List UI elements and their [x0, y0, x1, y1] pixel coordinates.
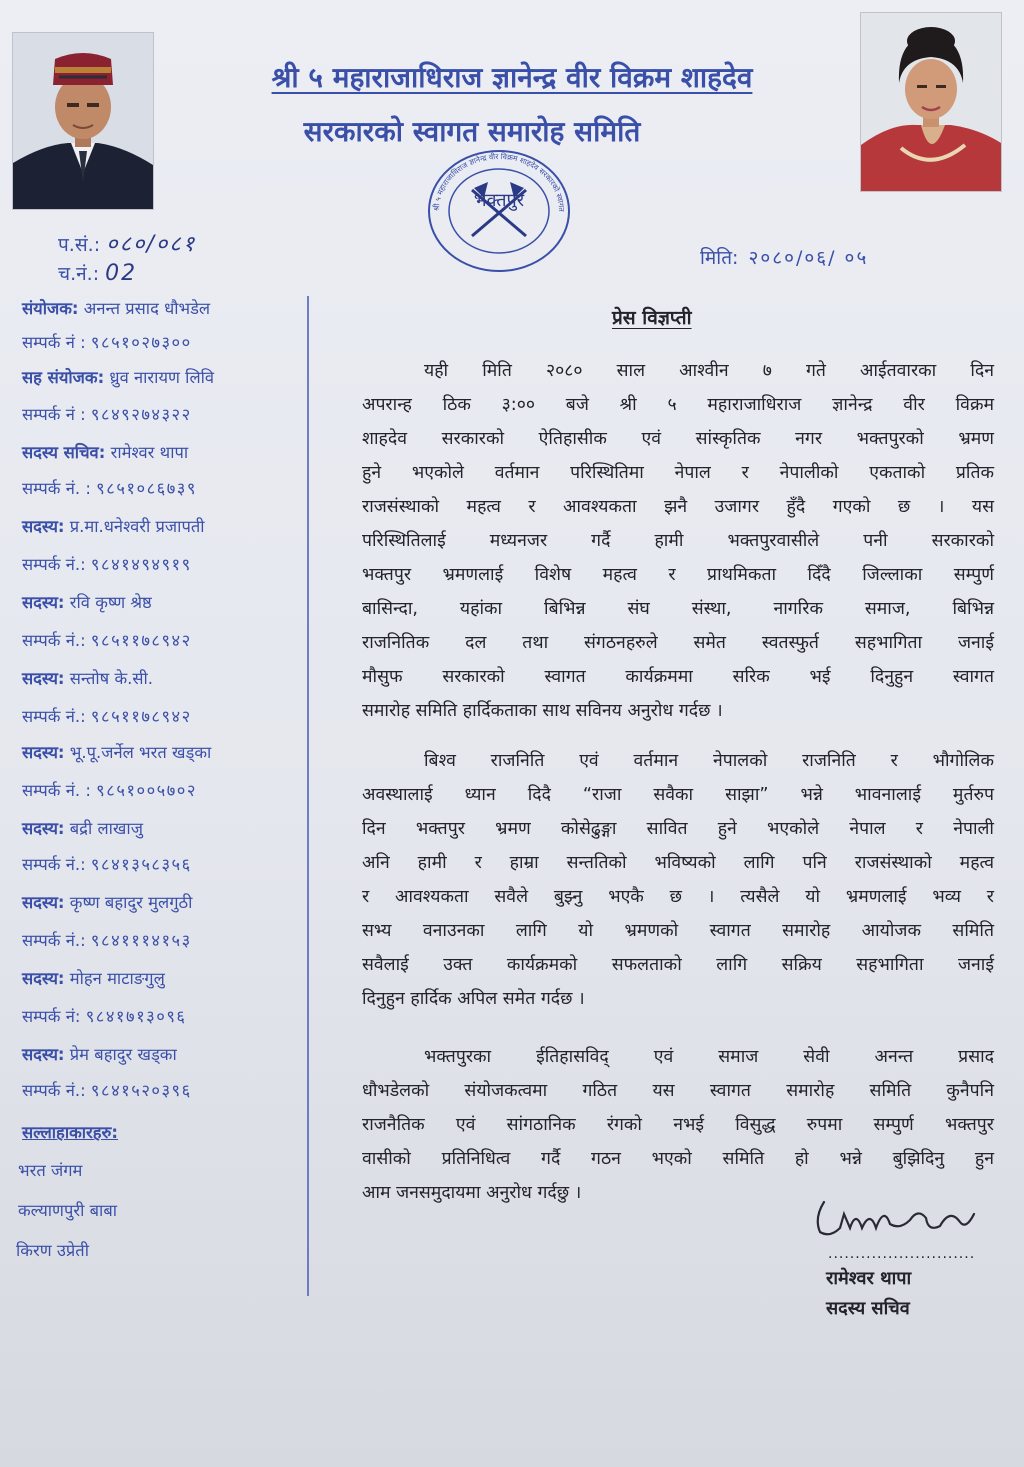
member-contact: सम्पर्क नं.: ९८४१३५८३५६: [22, 855, 192, 874]
member-contact: सम्पर्क नं.: ९८५११७८९४२: [22, 631, 192, 650]
paragraph-line: बिश्व राजनिति एवं वर्तमान नेपालको राजनिति र भौगोलिक: [424, 751, 994, 771]
paragraph-line: यही मिति २०८० साल आश्वीन ७ गते आईतवारका दिन: [424, 361, 994, 381]
member-row: सदस्य: प्र.मा.धनेश्वरी प्रजापती: [22, 517, 205, 536]
press-release-title: प्रेस विज्ञप्ती: [612, 307, 692, 329]
member-contact: सम्पर्क नं. : ९८५१००५७०२: [22, 781, 197, 800]
paragraph-line: सवैलाई उक्त कार्यक्रमको सफलताको लागि सक्रिय सहभागिता जनाई: [362, 955, 994, 975]
column-divider: [307, 296, 309, 1296]
paragraph-line: अवस्थालाई ध्यान दिदै “राजा सवैका साझा” भन्ने भावनालाई मुर्तरुप: [362, 785, 994, 805]
letterhead-title-line2: सरकारको स्वागत समारोह समिति: [303, 115, 641, 148]
member-contact: सम्पर्क नं.: ९८५११७८९४२: [22, 707, 192, 726]
date-label: मिति:: [700, 247, 739, 269]
paragraph-line: भक्तपुरका ईतिहासविद् एवं समाज सेवी अनन्त प्रसाद: [424, 1047, 994, 1067]
advisors-heading: सल्लाहाकारहरु:: [22, 1123, 119, 1142]
member-contact: सम्पर्क नं.: ९८४१११४१५३: [22, 931, 192, 950]
paragraph-line: राजनितिक दल तथा संगठनहरुले समेत स्वतस्फुर्त सहभागिता जनाई: [362, 633, 994, 653]
paragraph-line: समारोह समिति हार्दिकताका साथ सविनय अनुरोध गर्दछ ।: [362, 701, 723, 721]
member-contact: सम्पर्क नं. : ९८५१०८६७३९: [22, 479, 197, 498]
paragraph-line: धौभडेलको संयोजकत्वमा गठित यस स्वागत समारोह समिति कुनैपनि: [362, 1081, 994, 1101]
paragraph-line: परिस्थितिलाई मध्यनजर गर्दै हामी भक्तपुरवासीले पनी सरकारको: [362, 531, 994, 551]
letterhead-title-line1: श्री ५ महाराजाधिराज ज्ञानेन्द्र वीर विक्रम शाहदेव: [271, 61, 753, 94]
paragraph-line: भक्तपुर भ्रमणलाई विशेष महत्व र प्राथमिकता दिँदै जिल्लाका सम्पुर्ण: [362, 565, 994, 585]
paragraph-line: शाहदेव सरकारको ऐतिहासीक एवं सांस्कृतिक नगर भक्तपुरको भ्रमण: [362, 429, 994, 449]
member-row: सह संयोजक: ध्रुव नारायण लिवि: [22, 368, 215, 387]
seal-center-text: भक्तपुर: [473, 190, 525, 211]
advisor-name: कल्याणपुरी बाबा: [18, 1201, 118, 1220]
member-contact: सम्पर्क नं : ९८५१०२७३००: [22, 333, 192, 352]
member-contact: सम्पर्क नं.: ९८४१४९४९१९: [22, 555, 192, 574]
press-paragraph-2: [362, 744, 994, 1016]
queen-portrait-photo: [860, 12, 1002, 192]
paragraph-line: राजनैतिक एवं सांगठानिक रंगको नभई विसुद्ध रुपमा सम्पुर्ण भक्तपुर: [362, 1115, 994, 1135]
advisor-name: भरत जंगम: [18, 1161, 83, 1180]
paragraph-line: राजसंस्थाको महत्व र आवश्यकता झनै उजागर हुँदै गएको छ । यस: [362, 497, 994, 517]
committee-seal-stamp: [424, 146, 574, 276]
member-row: सदस्य: सन्तोष के.सी.: [22, 669, 154, 688]
member-row: सदस्य सचिव: रामेश्वर थापा: [22, 443, 189, 462]
member-row: सदस्य: भू.पू.जर्नेल भरत खड्का: [22, 743, 212, 762]
queen-portrait-image: [861, 13, 1001, 191]
ps-value: ०८०/०८१: [106, 232, 197, 257]
paragraph-line: सभ्य वनाउनका लागि यो भ्रमणको स्वागत समारोह आयोजक समिति: [362, 921, 994, 941]
paragraph-line: अपरान्ह ठिक ३:०० बजे श्री ५ महाराजाधिराज ज्ञानेन्द्र वीर विक्रम: [362, 395, 994, 415]
press-paragraph-3: [362, 1040, 994, 1210]
member-contact: सम्पर्क नं : ९८४९२७४३२२: [22, 405, 192, 424]
ps-label: प.सं.:: [58, 234, 101, 256]
handwritten-signature: [800, 1188, 980, 1252]
member-row: संयोजक: अनन्त प्रसाद धौभडेल: [22, 299, 211, 318]
paragraph-line: बासिन्दा, यहांका बिभिन्न संघ संस्था, नागरिक समाज, बिभिन्न: [362, 599, 994, 619]
paragraph-line: आम जनसमुदायमा अनुरोध गर्दछु ।: [362, 1183, 582, 1203]
cn-value: 02: [105, 261, 138, 286]
signatory-name: रामेश्वर थापा: [826, 1268, 912, 1289]
member-row: सदस्य: मोहन माटाङगुलु: [22, 969, 165, 988]
letter-date: [700, 244, 868, 270]
press-paragraph-1: [362, 354, 994, 728]
advisor-name: किरण उप्रेती: [16, 1241, 89, 1260]
seal-ring-text: श्री ५ महाराजाधिराज ज्ञानेन्द्र वीर विक्रम शाहदेव सरकारको स्वागत: [431, 151, 567, 212]
reference-number: [58, 228, 196, 258]
member-contact: सम्पर्क नं: ९८४१७१३०९६: [22, 1007, 187, 1026]
paragraph-line: दिन भक्तपुर भ्रमण कोसेढुङ्गा सावित हुने भएकोले नेपाल र नेपाली: [362, 819, 994, 839]
member-row: सदस्य: कृष्ण बहादुर मुलगुठी: [22, 893, 193, 912]
dispatch-number: [58, 260, 137, 286]
signature-dotted-line: ...........................: [828, 1246, 976, 1262]
member-row: सदस्य: प्रेम बहादुर खड्का: [22, 1045, 177, 1064]
member-contact: सम्पर्क नं.: ९८४१५२०३९६: [22, 1081, 192, 1100]
cn-label: च.नं.:: [58, 263, 100, 285]
paragraph-line: र आवश्यकता सवैले बुझ्नु भएकै छ । त्यसैले यो भ्रमणलाई भव्य र: [362, 887, 994, 907]
member-row: सदस्य: बद्री लाखाजु: [22, 819, 143, 838]
signatory-role: सदस्य सचिव: [826, 1298, 910, 1319]
paragraph-line: मौसुफ सरकारको स्वागत कार्यक्रममा सरिक भई दिनुहुन स्वागत: [362, 667, 994, 687]
paragraph-line: अनि हामी र हाम्रा सन्ततिको भविष्यको लागि पनि राजसंस्थाको महत्व: [362, 853, 994, 873]
member-row: सदस्य: रवि कृष्ण श्रेष्ठ: [22, 593, 152, 612]
paragraph-line: वासीको प्रतिनिधित्व गर्दै गठन भएको समिति हो भन्ने बुझिदिनु हुन: [362, 1149, 994, 1169]
paragraph-line: हुने भएकोले वर्तमान परिस्थितिमा नेपाल र नेपालीको एकताको प्रतिक: [362, 463, 994, 483]
paragraph-line: दिनुहुन हार्दिक अपिल समेत गर्दछ ।: [362, 989, 585, 1009]
date-value: २०८०/०६/ ०५: [748, 247, 869, 269]
